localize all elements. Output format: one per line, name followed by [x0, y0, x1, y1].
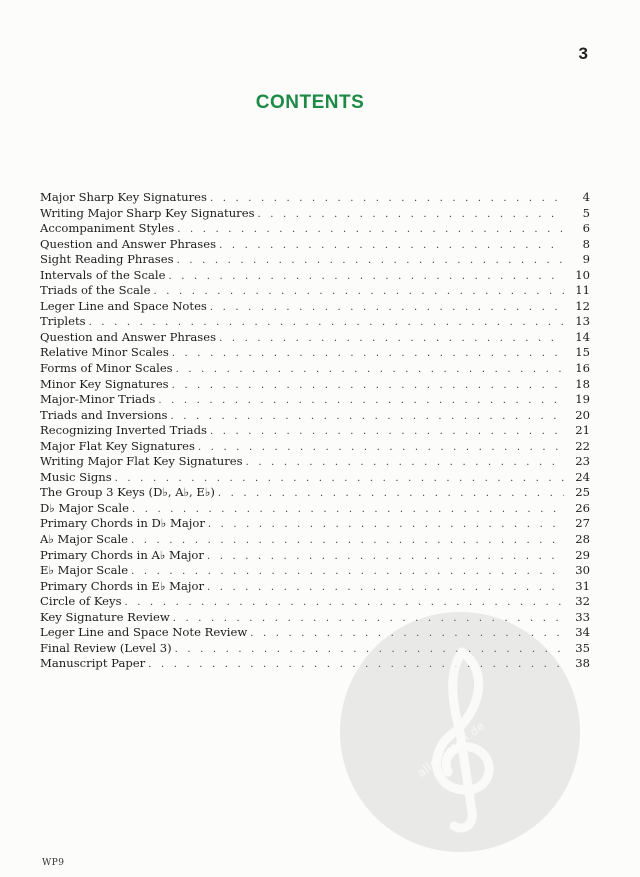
toc-entry-page: 5	[582, 205, 590, 220]
toc-entry-page: 32	[575, 594, 590, 609]
toc-entry-title: Question and Answer Phrases	[40, 236, 217, 251]
toc-row	[40, 377, 600, 393]
toc-row	[40, 252, 600, 268]
toc-entry-title: Major-Minor Triads	[40, 392, 156, 407]
toc-entry-page: 11	[575, 283, 590, 298]
dot-leader	[258, 207, 564, 223]
toc-row	[40, 423, 600, 439]
page-title: CONTENTS	[255, 92, 365, 113]
dot-leader	[154, 284, 565, 300]
toc-entry-page: 25	[575, 485, 590, 500]
toc-entry-page: 20	[575, 407, 590, 422]
toc-row	[40, 283, 600, 299]
toc-entry-title: Writing Major Sharp Key Signatures	[40, 205, 255, 220]
dot-leader	[207, 580, 564, 596]
toc-row	[40, 237, 600, 253]
dot-leader	[219, 238, 564, 254]
dot-leader	[207, 549, 564, 565]
toc-entry-page: 23	[575, 454, 590, 469]
toc-entry-title: Triads of the Scale	[40, 283, 151, 298]
toc-row	[40, 206, 600, 222]
toc-entry-title: Primary Chords in D♭ Major	[40, 516, 205, 531]
dot-leader	[131, 533, 564, 549]
toc-row	[40, 485, 600, 501]
toc-entry-title: Sight Reading Phrases	[40, 252, 174, 267]
toc-entry-page: 33	[575, 609, 590, 624]
toc-entry-title: Recognizing Inverted Triads	[40, 423, 207, 438]
toc-entry-page: 12	[575, 298, 590, 313]
dot-leader	[208, 517, 564, 533]
toc-row	[40, 345, 600, 361]
toc-entry-title: Major Flat Key Signatures	[40, 438, 195, 453]
toc-entry-title: Writing Major Flat Key Signatures	[40, 454, 243, 469]
toc-entry-page: 21	[575, 423, 590, 438]
toc-row	[40, 221, 600, 237]
toc-row	[40, 501, 600, 517]
toc-row	[40, 439, 600, 455]
dot-leader	[176, 362, 564, 378]
toc-entry-title: The Group 3 Keys (D♭, A♭, E♭)	[40, 485, 215, 500]
toc-entry-page: 29	[575, 547, 590, 562]
toc-row	[40, 190, 600, 206]
watermark-text: alle-noten.de	[414, 718, 488, 780]
dot-leader	[132, 502, 564, 518]
toc-entry-page: 31	[575, 578, 590, 593]
table-of-contents	[40, 190, 600, 672]
toc-row	[40, 516, 600, 532]
toc-entry-title: Final Review (Level 3)	[40, 640, 172, 655]
dot-leader	[172, 378, 564, 394]
toc-entry-title: Key Signature Review	[40, 609, 170, 624]
dot-leader	[210, 191, 564, 207]
dot-leader	[158, 393, 564, 409]
toc-entry-page: 6	[582, 221, 590, 236]
dot-leader	[219, 331, 564, 347]
toc-row	[40, 408, 600, 424]
toc-entry-title: Forms of Minor Scales	[40, 361, 173, 376]
toc-entry-page: 22	[575, 438, 590, 453]
dot-leader	[115, 471, 564, 487]
toc-entry-title: Leger Line and Space Notes	[40, 298, 207, 313]
toc-row	[40, 563, 600, 579]
toc-entry-title: Primary Chords in E♭ Major	[40, 578, 205, 593]
toc-entry-page: 26	[575, 500, 590, 515]
toc-entry-title: Question and Answer Phrases	[40, 329, 217, 344]
toc-entry-title: Relative Minor Scales	[40, 345, 169, 360]
toc-row	[40, 268, 600, 284]
toc-row	[40, 532, 600, 548]
toc-row	[40, 330, 600, 346]
watermark-logo	[340, 612, 580, 852]
toc-entry-page: 14	[575, 329, 590, 344]
toc-row	[40, 594, 600, 610]
dot-leader	[89, 315, 564, 331]
dot-leader	[246, 455, 564, 471]
toc-entry-page: 34	[575, 625, 590, 640]
toc-entry-page: 38	[575, 656, 590, 671]
dot-leader	[125, 595, 564, 611]
toc-entry-page: 13	[575, 314, 590, 329]
toc-row	[40, 548, 600, 564]
toc-entry-page: 16	[575, 361, 590, 376]
toc-entry-title: Primary Chords in A♭ Major	[40, 547, 204, 562]
toc-entry-page: 15	[575, 345, 590, 360]
toc-row	[40, 470, 600, 486]
toc-entry-page: 28	[575, 532, 590, 547]
toc-entry-title: Accompaniment Styles	[40, 221, 175, 236]
dot-leader	[177, 222, 564, 238]
toc-entry-title: Triplets	[40, 314, 86, 329]
toc-entry-title: Leger Line and Space Note Review	[40, 625, 248, 640]
toc-entry-title: Major Sharp Key Signatures	[40, 190, 207, 204]
toc-entry-page: 18	[575, 376, 590, 391]
toc-row	[40, 579, 600, 595]
dot-leader	[218, 486, 564, 502]
dot-leader	[171, 409, 565, 425]
toc-entry-title: Music Signs	[40, 469, 112, 484]
dot-leader	[131, 564, 564, 580]
toc-row	[40, 361, 600, 377]
toc-row	[40, 392, 600, 408]
toc-row	[40, 454, 600, 470]
page-number: 3	[578, 44, 588, 63]
toc-entry-title: Manuscript Paper	[40, 656, 146, 671]
dot-leader	[210, 424, 564, 440]
toc-row	[40, 314, 600, 330]
toc-entry-page: 4	[582, 190, 590, 204]
toc-entry-title: Intervals of the Scale	[40, 267, 166, 282]
toc-entry-page: 27	[575, 516, 590, 531]
dot-leader	[198, 440, 564, 456]
dot-leader	[168, 269, 564, 285]
toc-entry-page: 10	[575, 267, 590, 282]
dot-leader	[177, 253, 564, 269]
footer-code: WP9	[42, 858, 65, 868]
toc-entry-page: 30	[575, 563, 590, 578]
toc-row	[40, 299, 600, 315]
toc-entry-title: E♭ Major Scale	[40, 563, 129, 578]
toc-entry-page: 8	[582, 236, 590, 251]
dot-leader	[172, 346, 564, 362]
toc-entry-title: A♭ Major Scale	[40, 532, 129, 547]
toc-entry-title: D♭ Major Scale	[40, 500, 129, 515]
dot-leader	[210, 300, 564, 316]
toc-entry-title: Triads and Inversions	[40, 407, 168, 422]
toc-entry-page: 35	[575, 640, 590, 655]
toc-entry-title: Minor Key Signatures	[40, 376, 169, 391]
toc-entry-title: Circle of Keys	[40, 594, 122, 609]
toc-entry-page: 24	[575, 469, 590, 484]
toc-entry-page: 9	[582, 252, 590, 267]
toc-entry-page: 19	[575, 392, 590, 407]
